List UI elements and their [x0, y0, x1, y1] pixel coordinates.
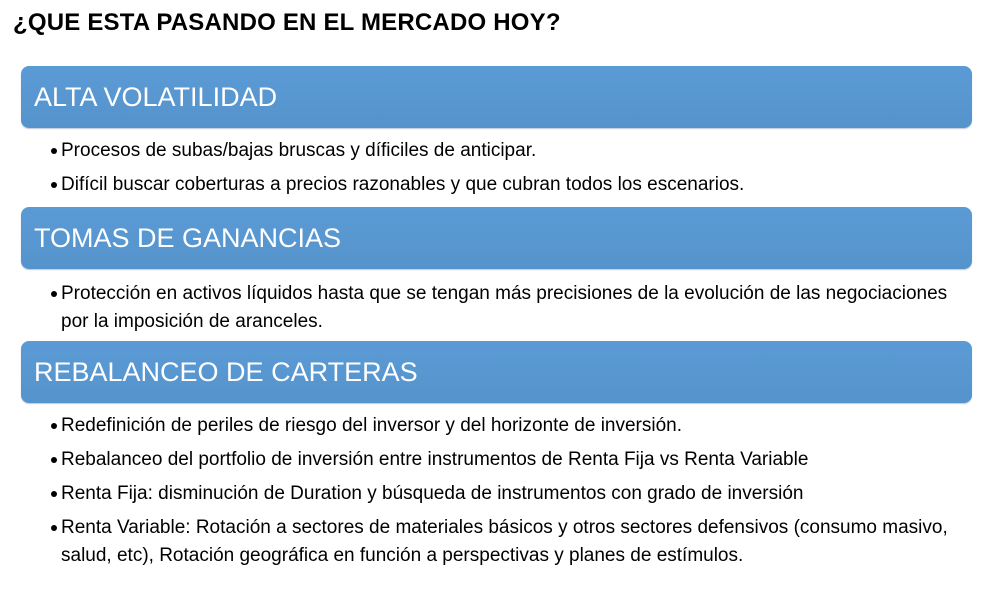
- section-banner-rebalanceo-de-carteras: [21, 341, 972, 403]
- bullet-text: Renta Variable: Rotación a sectores de materiales básicos y otros sectores defensivos (consumo masivo, salud, etc), Rotación geográfica en función a perspectivas y planes de estímulos.: [61, 517, 948, 566]
- list-item: [49, 137, 969, 164]
- bullet-text: Difícil buscar coberturas a precios razonables y que cubran todos los escenarios.: [61, 174, 745, 195]
- list-item: [49, 171, 969, 198]
- bullet-list-alta-volatilidad: [49, 137, 969, 198]
- bullet-text: Procesos de subas/bajas bruscas y díficiles de anticipar.: [61, 140, 537, 161]
- list-item: [49, 446, 969, 473]
- section-heading: ALTA VOLATILIDAD: [34, 82, 278, 112]
- bullet-text: Rebalanceo del portfolio de inversión entre instrumentos de Renta Fija vs Renta Variable: [61, 449, 809, 470]
- list-item: [49, 480, 969, 507]
- bullet-list-rebalanceo-de-carteras: [49, 412, 969, 570]
- bullet-text: Renta Fija: disminución de Duration y búsqueda de instrumentos con grado de inversión: [61, 483, 804, 504]
- bullet-icon: [51, 491, 57, 497]
- list-item: [49, 280, 969, 336]
- list-item: [49, 412, 969, 439]
- bullet-icon: [51, 291, 57, 297]
- bullet-icon: [51, 423, 57, 429]
- bullet-list-tomas-de-ganancias: [49, 280, 969, 336]
- bullet-text: Redefinición de periles de riesgo del inversor y del horizonte de inversión.: [61, 415, 683, 436]
- section-banner-alta-volatilidad: [21, 66, 972, 128]
- bullet-icon: [51, 525, 57, 531]
- page-title: ¿QUE ESTA PASANDO EN EL MERCADO HOY?: [13, 9, 561, 36]
- bullet-icon: [51, 457, 57, 463]
- list-item: [49, 514, 969, 570]
- bullet-icon: [51, 148, 57, 154]
- section-heading: REBALANCEO DE CARTERAS: [34, 357, 418, 387]
- bullet-text: Protección en activos líquidos hasta que se tengan más precisiones de la evolución de las negociaciones por la imposición de aranceles.: [61, 283, 948, 332]
- section-banner-tomas-de-ganancias: [21, 207, 972, 269]
- section-heading: TOMAS DE GANANCIAS: [34, 223, 342, 253]
- bullet-icon: [51, 182, 57, 188]
